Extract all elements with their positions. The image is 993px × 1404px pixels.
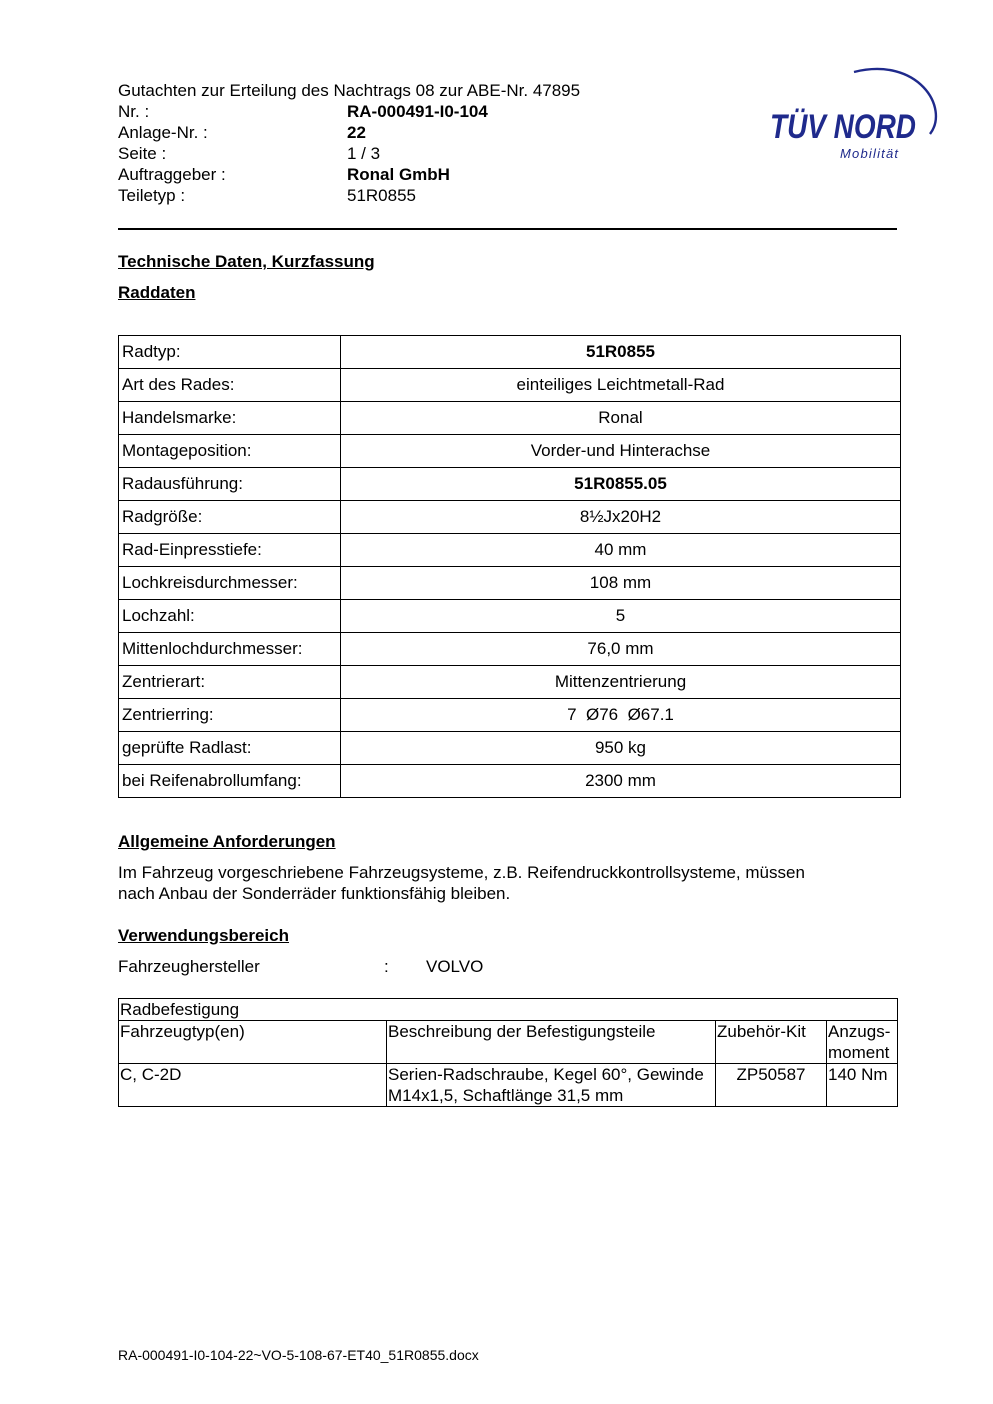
row-label: Zentrierring: bbox=[119, 699, 341, 732]
row-value: 108 mm bbox=[341, 567, 901, 600]
row-label: bei Reifenabrollumfang: bbox=[119, 765, 341, 798]
row-label: Lochkreisdurchmesser: bbox=[119, 567, 341, 600]
header-value: RA-000491-I0-104 bbox=[347, 102, 488, 121]
header-row-teiletyp bbox=[118, 185, 638, 206]
cell-description: Serien-Radschraube, Kegel 60°, Gewinde M14x1,5, Schaftlänge 31,5 mm bbox=[387, 1064, 716, 1107]
manufacturer-label: Fahrzeughersteller bbox=[118, 957, 260, 976]
row-label: Radausführung: bbox=[119, 468, 341, 501]
row-label: Lochzahl: bbox=[119, 600, 341, 633]
header-divider bbox=[118, 228, 897, 230]
row-value: 5 bbox=[341, 600, 901, 633]
section-heading-wheel: Raddaten bbox=[118, 283, 196, 302]
row-label: Montageposition: bbox=[119, 435, 341, 468]
section-heading-technical: Technische Daten, Kurzfassung bbox=[118, 252, 375, 271]
row-value: 2300 mm bbox=[341, 765, 901, 798]
row-label: Art des Rades: bbox=[119, 369, 341, 402]
wheel-data-table bbox=[118, 335, 901, 798]
mounting-table bbox=[118, 998, 898, 1107]
table-row bbox=[119, 666, 901, 699]
header-row-auftraggeber bbox=[118, 164, 638, 185]
row-value: 7 Ø76 Ø67.1 bbox=[341, 699, 901, 732]
row-value: 76,0 mm bbox=[341, 633, 901, 666]
header-label: Seite : bbox=[118, 144, 167, 163]
cell-torque: 140 Nm bbox=[827, 1064, 898, 1107]
table-title-row bbox=[119, 999, 898, 1021]
table-header-row bbox=[119, 1021, 898, 1064]
cell-types: C, C-2D bbox=[119, 1064, 387, 1107]
header-value: 22 bbox=[347, 123, 366, 142]
row-value: 40 mm bbox=[341, 534, 901, 567]
footer-filename: RA-000491-I0-104-22~VO-5-108-67-ET40_51R0855.docx bbox=[118, 1347, 479, 1363]
general-text bbox=[118, 862, 898, 904]
general-text-line: nach Anbau der Sonderräder funktionsfähig bleiben. bbox=[118, 884, 511, 903]
row-label: Rad-Einpresstiefe: bbox=[119, 534, 341, 567]
row-label: Mittenlochdurchmesser: bbox=[119, 633, 341, 666]
header-label: Auftraggeber : bbox=[118, 165, 226, 184]
row-value: 8½Jx20H2 bbox=[341, 501, 901, 534]
table-row bbox=[119, 633, 901, 666]
row-label: geprüfte Radlast: bbox=[119, 732, 341, 765]
tuv-nord-logo bbox=[768, 60, 946, 166]
row-label: Zentrierart: bbox=[119, 666, 341, 699]
row-label: Radtyp: bbox=[119, 336, 341, 369]
document-title: Gutachten zur Erteilung des Nachtrags 08 zur ABE-Nr. 47895 bbox=[118, 81, 581, 100]
section-heading-usage: Verwendungsbereich bbox=[118, 926, 289, 945]
logo-brand: TÜV NORD bbox=[770, 108, 916, 146]
section-heading-general: Allgemeine Anforderungen bbox=[118, 832, 336, 851]
header-value: 51R0855 bbox=[347, 186, 417, 205]
header-row-nr bbox=[118, 101, 638, 122]
column-header-types: Fahrzeugtyp(en) bbox=[119, 1021, 387, 1064]
cell-kit: ZP50587 bbox=[716, 1064, 827, 1107]
table-row bbox=[119, 501, 901, 534]
row-value: Ronal bbox=[341, 402, 901, 435]
header-label: Teiletyp : bbox=[118, 186, 186, 205]
header-label: Anlage-Nr. : bbox=[118, 123, 208, 142]
table-row bbox=[119, 600, 901, 633]
row-value: Vorder-und Hinterachse bbox=[341, 435, 901, 468]
table-row bbox=[119, 369, 901, 402]
column-header-description: Beschreibung der Befestigungsteile bbox=[387, 1021, 716, 1064]
table-row bbox=[119, 435, 901, 468]
header-label: Nr. : bbox=[118, 102, 150, 121]
document-header bbox=[118, 80, 638, 206]
table-title: Radbefestigung bbox=[119, 999, 898, 1021]
column-header-torque: Anzugs-moment bbox=[827, 1021, 898, 1064]
row-value: einteiliges Leichtmetall-Rad bbox=[341, 369, 901, 402]
header-row-seite bbox=[118, 143, 638, 164]
table-row bbox=[119, 732, 901, 765]
row-label: Radgröße: bbox=[119, 501, 341, 534]
table-row bbox=[119, 699, 901, 732]
manufacturer-separator: : bbox=[384, 957, 389, 976]
row-value: 51R0855.05 bbox=[341, 468, 901, 501]
table-row bbox=[119, 336, 901, 369]
header-row-anlage bbox=[118, 122, 638, 143]
table-row bbox=[119, 567, 901, 600]
logo-subtitle: Mobilität bbox=[840, 146, 900, 161]
table-row bbox=[119, 402, 901, 435]
table-row bbox=[119, 468, 901, 501]
manufacturer-value: VOLVO bbox=[426, 957, 484, 976]
row-value: Mittenzentrierung bbox=[341, 666, 901, 699]
table-row bbox=[119, 534, 901, 567]
general-text-line: Im Fahrzeug vorgeschriebene Fahrzeugsysteme, z.B. Reifendruckkontrollsysteme, müssen bbox=[118, 863, 805, 882]
header-value: Ronal GmbH bbox=[347, 165, 450, 184]
column-header-kit: Zubehör-Kit bbox=[716, 1021, 827, 1064]
row-value: 51R0855 bbox=[341, 336, 901, 369]
row-label: Handelsmarke: bbox=[119, 402, 341, 435]
header-value: 1 / 3 bbox=[347, 144, 381, 163]
table-row bbox=[119, 1064, 898, 1107]
row-value: 950 kg bbox=[341, 732, 901, 765]
table-row bbox=[119, 765, 901, 798]
